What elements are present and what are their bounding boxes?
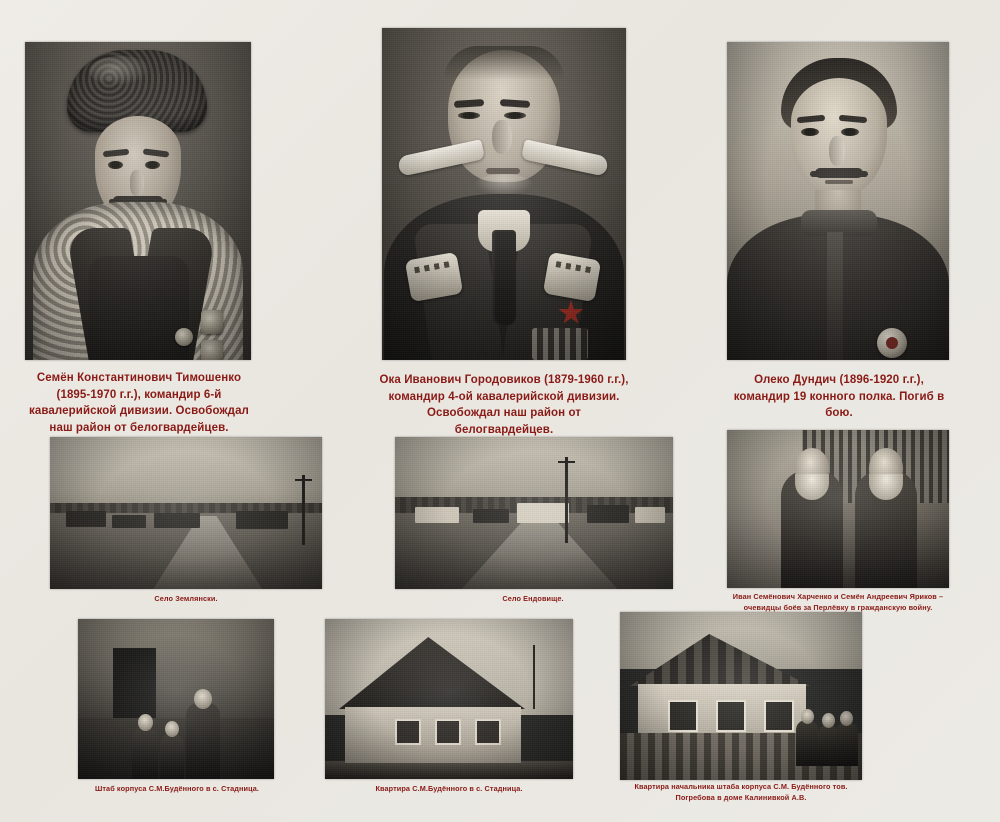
caption-chief-of-staff-quarters: Квартира начальника штаба корпуса С.М. Будённого тов. Погребова в доме Калинивкой А.В.	[634, 782, 848, 802]
village-hut	[517, 503, 569, 523]
head	[165, 721, 179, 737]
hairline	[444, 46, 564, 80]
epaulette-left	[405, 252, 464, 302]
telegraph-pole	[302, 475, 305, 545]
portrait-dundic[interactable]	[727, 42, 949, 360]
caption-village-zemlyanski: Село Землянски.	[154, 594, 218, 603]
window	[475, 719, 501, 745]
building	[78, 619, 274, 718]
head	[822, 713, 835, 728]
telegraph-pole	[565, 457, 568, 543]
caption-gorodovikov: Ока Иванович Городовиков (1879-1960 г.г.), командир 4-ой кавалерийской дивизии. Освобождал наш район от белогвардейцев.	[379, 374, 629, 437]
figure	[836, 722, 858, 766]
village-hut	[473, 509, 509, 523]
eye-left	[801, 128, 819, 136]
portrait-gorodovikov[interactable]	[382, 28, 626, 360]
head	[138, 714, 153, 731]
eye-right	[504, 112, 526, 119]
village-hut	[587, 505, 629, 523]
village-hut	[66, 511, 106, 527]
photo-witnesses[interactable]	[727, 430, 949, 588]
caption-dundic: Олеко Дундич (1896-1920 г.г.), командир 19 конного полка. Погиб в бою.	[733, 374, 945, 420]
photo-village-endovishche[interactable]	[395, 437, 673, 589]
window	[435, 719, 461, 745]
caption-village-endovishche: Село Ендовище.	[502, 594, 564, 603]
medal-badge	[175, 328, 193, 346]
medal-badge	[201, 310, 223, 334]
head	[194, 689, 212, 709]
window	[764, 700, 794, 732]
window	[716, 700, 746, 732]
head	[801, 709, 814, 724]
figure	[186, 703, 220, 779]
figure	[160, 733, 184, 779]
village-hut	[635, 507, 665, 523]
order-badge	[877, 328, 907, 358]
head	[840, 711, 853, 726]
caption-budenny-quarters: Квартира С.М.Будённого в с. Стадница.	[375, 784, 523, 793]
epaulette-right	[543, 252, 602, 302]
tunic	[89, 256, 189, 360]
photo-village-zemlyanski[interactable]	[50, 437, 322, 589]
window	[395, 719, 421, 745]
caption-corps-hq: Штаб корпуса С.М.Будённого в с. Стадница.	[94, 784, 260, 793]
figure	[132, 727, 158, 779]
hat-highlight	[89, 56, 151, 86]
village-hut	[112, 515, 146, 528]
village-hut	[154, 513, 200, 528]
chin	[474, 174, 534, 196]
mouth	[825, 180, 853, 184]
eye-right	[145, 161, 160, 169]
caption-witnesses: Иван Семёнович Харченко и Семён Андреевич Яриков – очевидцы боёв за Перлёвку в гражданскую войну.	[732, 592, 944, 612]
necktie	[492, 230, 516, 326]
figure	[818, 724, 838, 766]
nose	[130, 170, 144, 196]
portrait-timoshenko[interactable]	[25, 42, 251, 360]
nose	[829, 136, 845, 166]
photo-corps-hq[interactable]	[78, 619, 274, 779]
ground	[325, 761, 573, 779]
photo-budenny-quarters[interactable]	[325, 619, 573, 779]
window	[668, 700, 698, 732]
eye-left	[108, 161, 123, 169]
eye-left	[458, 112, 480, 119]
nose	[492, 120, 512, 154]
doorway	[113, 648, 156, 718]
medal-ribbons	[532, 328, 588, 360]
moustache	[815, 168, 863, 178]
antenna-mast	[533, 645, 535, 709]
eye-right	[841, 128, 859, 136]
village-hut	[415, 507, 459, 523]
button-placket	[827, 232, 843, 360]
figure	[796, 720, 818, 766]
caption-timoshenko: Семён Константинович Тимошенко (1895-1970 г.г.), командир 6-й кавалерийской дивизии. Освобождал наш район от белогвардейцев.	[29, 372, 249, 435]
photo-chief-of-staff-quarters[interactable]	[620, 612, 862, 780]
village-hut	[236, 511, 288, 529]
medal-badge	[201, 340, 223, 360]
